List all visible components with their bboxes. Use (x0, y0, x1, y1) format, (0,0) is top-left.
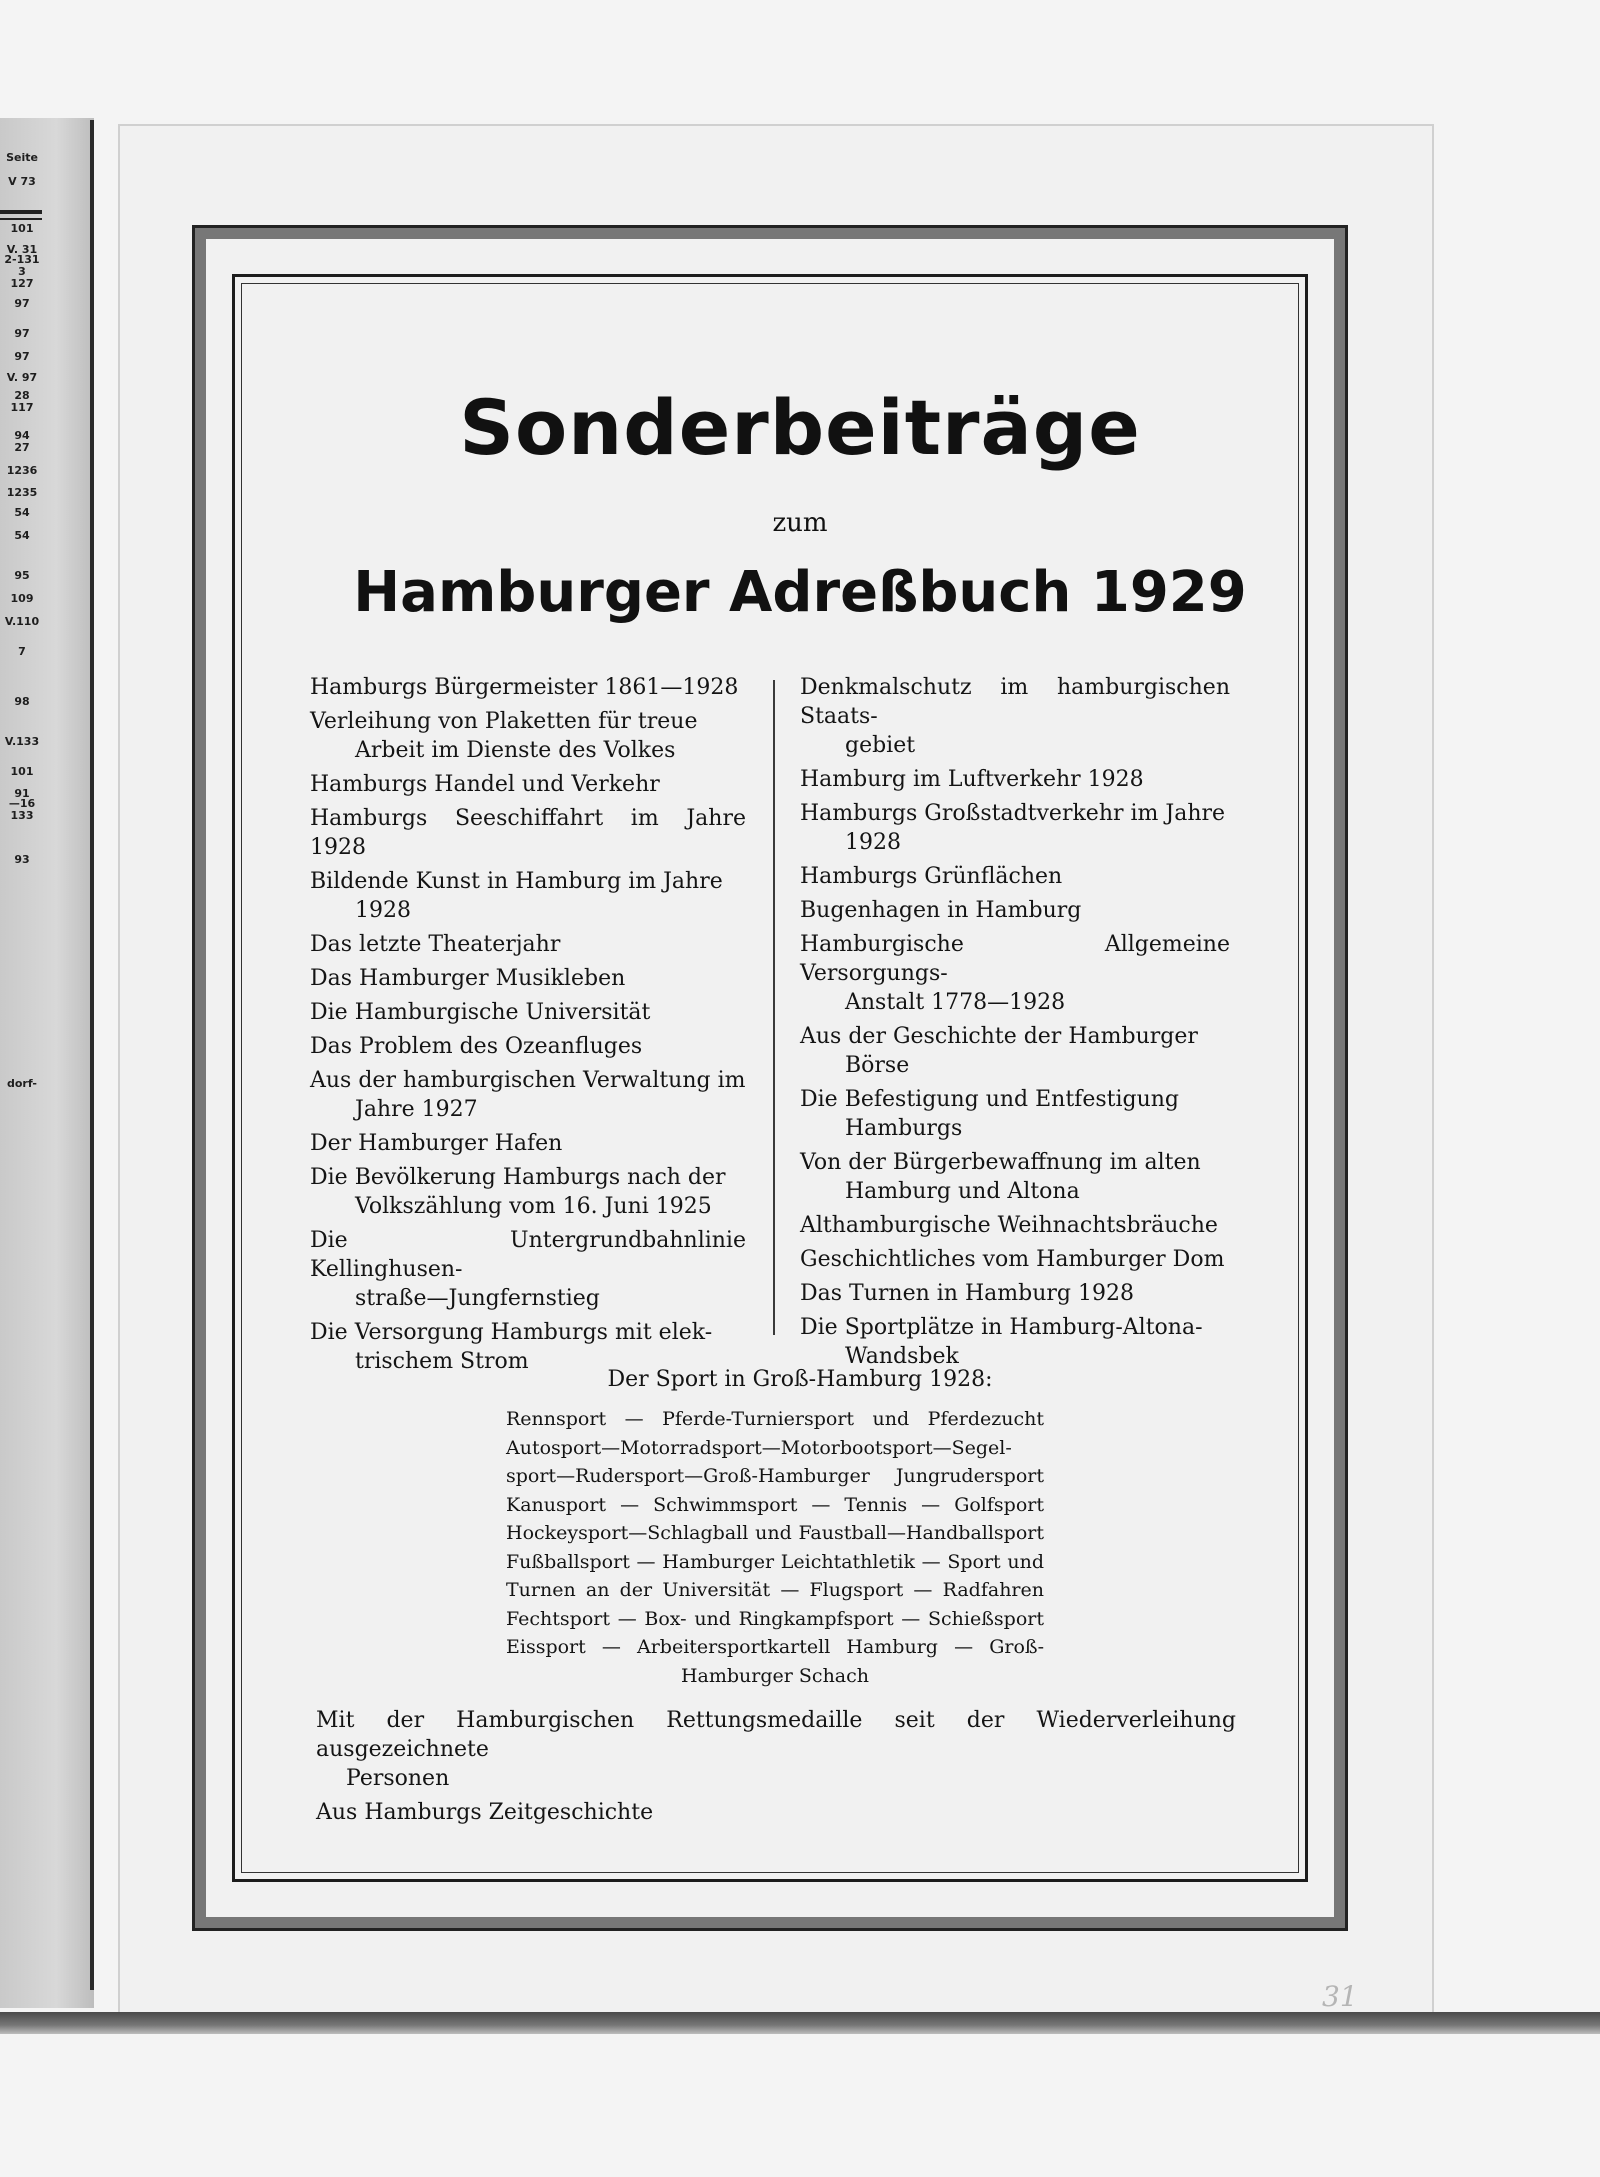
entry-continuation: Wandsbek (845, 1344, 959, 1369)
column-divider (773, 680, 775, 1335)
contents-entry (310, 998, 746, 1027)
sport-line: Autosport—Motorradsport—Motorbootsport—Segel- (506, 1436, 1012, 1459)
adjacent-page-number: 97 (14, 350, 30, 363)
entry-line: Aus Hamburgs Zeitgeschichte (316, 1800, 654, 1825)
adjacent-page-number: 101 (10, 222, 34, 235)
entry-line: Bugenhagen in Hamburg (800, 898, 1082, 923)
entry-line: Das letzte Theaterjahr (310, 932, 561, 957)
sport-line: Kanusport — Schwimmsport — Tennis — Golfsport (506, 1493, 1044, 1516)
adjacent-page-number: 97 (14, 327, 30, 340)
entry-continuation: trischem Strom (355, 1349, 529, 1374)
entry-line: Von der Bürgerbewaffnung im alten (800, 1150, 1201, 1175)
entry-line: Die Versorgung Hamburgs mit elek- (310, 1320, 713, 1345)
pencil-page-mark: 31 (1322, 1980, 1358, 2013)
adjacent-page-number: V 73 (8, 175, 36, 188)
entry-continuation: Börse (845, 1053, 910, 1078)
entry-continuation: gebiet (845, 733, 916, 758)
contents-right-column (800, 673, 1230, 1376)
contents-entry (800, 1022, 1230, 1080)
contents-entry (800, 1211, 1230, 1240)
entry-continuation: Hamburg und Altona (845, 1179, 1080, 1204)
entry-continuation: Volkszählung vom 16. Juni 1925 (355, 1194, 712, 1219)
entry-line: Hamburgs Handel und Verkehr (310, 772, 660, 797)
contents-entry (800, 1245, 1230, 1274)
sport-line: Fechtsport — Box- und Ringkampfsport — Schießsport (506, 1607, 1044, 1630)
entry-line: Hamburgs Großstadtverkehr im Jahre (800, 801, 1226, 826)
adjacent-page-number: 1235 (6, 486, 38, 499)
strip-rule (0, 210, 42, 214)
contents-entry (800, 1148, 1230, 1206)
entry-line: Die Befestigung und Entfestigung (800, 1087, 1180, 1112)
sport-line: Hockeysport—Schlagball und Faustball—Handballsport (506, 1522, 1044, 1544)
entry-line: Bildende Kunst in Hamburg im Jahre (310, 869, 723, 894)
entry-line: Das Problem des Ozeanfluges (310, 1034, 643, 1059)
entry-line: Denkmalschutz im hamburgischen Staats- (800, 675, 1230, 729)
contents-entry (800, 1279, 1230, 1308)
entry-line: Geschichtliches vom Hamburger Dom (800, 1247, 1225, 1272)
contents-entry (310, 1226, 746, 1313)
entry-line: Hamburgische Allgemeine Versorgungs- (800, 932, 1230, 986)
entry-continuation: 1928 (355, 898, 411, 923)
contents-entry (800, 896, 1230, 925)
entry-line: Hamburgs Grünflächen (800, 864, 1063, 889)
contents-left-column (310, 673, 746, 1381)
entry-continuation: Anstalt 1778—1928 (845, 990, 1066, 1015)
entry-continuation: Personen (346, 1766, 450, 1791)
adjacent-page-number: 97 (14, 297, 30, 310)
adjacent-page-number: 95 (14, 569, 30, 582)
entry-line: Die Bevölkerung Hamburgs nach der (310, 1165, 726, 1190)
adjacent-page-number: dorf- (6, 1077, 37, 1090)
entry-line: Mit der Hamburgischen Rettungsmedaille seit der Wiederverleihung ausgezeichnete (316, 1708, 1236, 1762)
sport-line: Turnen an der Universität — Flugsport — Radfahren (506, 1579, 1044, 1601)
contents-entry (310, 1066, 746, 1124)
page-title: Sonderbeiträge (459, 383, 1141, 472)
contents-entry (310, 804, 746, 862)
entry-line: Der Hamburger Hafen (310, 1131, 563, 1156)
adjacent-page-number: 101 (10, 765, 34, 778)
sport-line: Hamburger Schach (680, 1664, 870, 1687)
contents-entry (316, 1706, 1236, 1793)
contents-entry (310, 770, 746, 799)
adjacent-page-number: 109 (10, 592, 34, 605)
adjacent-page-number: 7 (18, 645, 26, 658)
entry-line: Hamburgs Bürgermeister 1861—1928 (310, 675, 739, 700)
entry-line: Hamburgs Seeschiffahrt im Jahre 1928 (310, 806, 746, 860)
contents-entry (310, 1129, 746, 1158)
contents-entry (800, 1085, 1230, 1143)
adjacent-page-number: V.110 (4, 615, 40, 628)
adjacent-page-number: —16 (8, 797, 36, 810)
strip-rule (0, 218, 42, 220)
entry-line: Verleihung von Plaketten für treue (310, 709, 698, 734)
contents-entry (310, 1032, 746, 1061)
adjacent-page-number: 28 (14, 389, 30, 402)
adjacent-page-number: 3 (18, 265, 26, 278)
entry-line: Die Sportplätze in Hamburg-Altona- (800, 1315, 1203, 1340)
entry-line: Aus der Geschichte der Hamburger (800, 1024, 1198, 1049)
contents-entry (310, 673, 746, 702)
contents-entry (800, 1313, 1230, 1371)
entry-continuation: Arbeit im Dienste des Volkes (355, 738, 676, 763)
contents-entry (316, 1798, 1236, 1827)
contents-bottom-list (316, 1706, 1236, 1832)
adjacent-page-number: 27 (14, 441, 30, 454)
adjacent-page-number: 94 (14, 429, 30, 442)
contents-entry (310, 1163, 746, 1221)
adjacent-page-number: 93 (14, 853, 30, 866)
adjacent-page-number: 133 (10, 809, 34, 822)
adjacent-page-number: V. 97 (6, 371, 38, 384)
adjacent-page-number: 91 (14, 787, 30, 800)
title-connector: zum (772, 508, 828, 538)
sport-line: Fußballsport — Hamburger Leichtathletik — Sport und (506, 1550, 1044, 1573)
sport-line: Rennsport — Pferde-Turniersport und Pferdezucht (506, 1408, 1044, 1430)
scan-bottom-edge (0, 2012, 1600, 2034)
page-subtitle: Hamburger Adreßbuch 1929 (353, 560, 1247, 625)
contents-entry (310, 707, 746, 765)
entry-continuation: straße—Jungfernstieg (355, 1286, 600, 1311)
adjacent-page-number: 54 (14, 506, 30, 519)
contents-entry (800, 799, 1230, 857)
adjacent-page-number: Seite (6, 151, 38, 164)
sport-line: sport—Rudersport—Groß-Hamburger Jungrudersport (506, 1465, 1044, 1487)
sport-section-heading: Der Sport in Groß-Hamburg 1928: (607, 1367, 993, 1392)
adjacent-page-number: 117 (10, 401, 34, 414)
entry-line: Die Hamburgische Universität (310, 1000, 651, 1025)
sport-line: Eissport — Arbeitersportkartell Hamburg — Groß- (506, 1636, 1044, 1658)
adjacent-page-number: 1236 (6, 464, 38, 477)
entry-continuation: 1928 (845, 830, 901, 855)
adjacent-page-number: 127 (10, 277, 34, 290)
contents-entry (310, 930, 746, 959)
adjacent-page-number: 2-131 (4, 253, 40, 266)
contents-entry (310, 964, 746, 993)
contents-entry (310, 867, 746, 925)
entry-line: Das Hamburger Musikleben (310, 966, 626, 991)
contents-entry (800, 673, 1230, 760)
contents-entry (800, 765, 1230, 794)
entry-continuation: Hamburgs (845, 1116, 963, 1141)
adjacent-page-number: V. 31 (6, 243, 38, 256)
adjacent-page-number: 98 (14, 695, 30, 708)
entry-line: Aus der hamburgischen Verwaltung im (310, 1068, 746, 1093)
entry-continuation: Jahre 1927 (355, 1097, 478, 1122)
entry-line: Hamburg im Luftverkehr 1928 (800, 767, 1144, 792)
contents-entry (800, 862, 1230, 891)
adjacent-page-number: V.133 (4, 735, 40, 748)
contents-entry (800, 930, 1230, 1017)
entry-line: Die Untergrundbahnlinie Kellinghusen- (310, 1228, 746, 1282)
sport-section-text (506, 1405, 1044, 1690)
adjacent-page-number: 54 (14, 529, 30, 542)
entry-line: Das Turnen in Hamburg 1928 (800, 1281, 1134, 1306)
entry-line: Althamburgische Weihnachtsbräuche (800, 1213, 1218, 1238)
